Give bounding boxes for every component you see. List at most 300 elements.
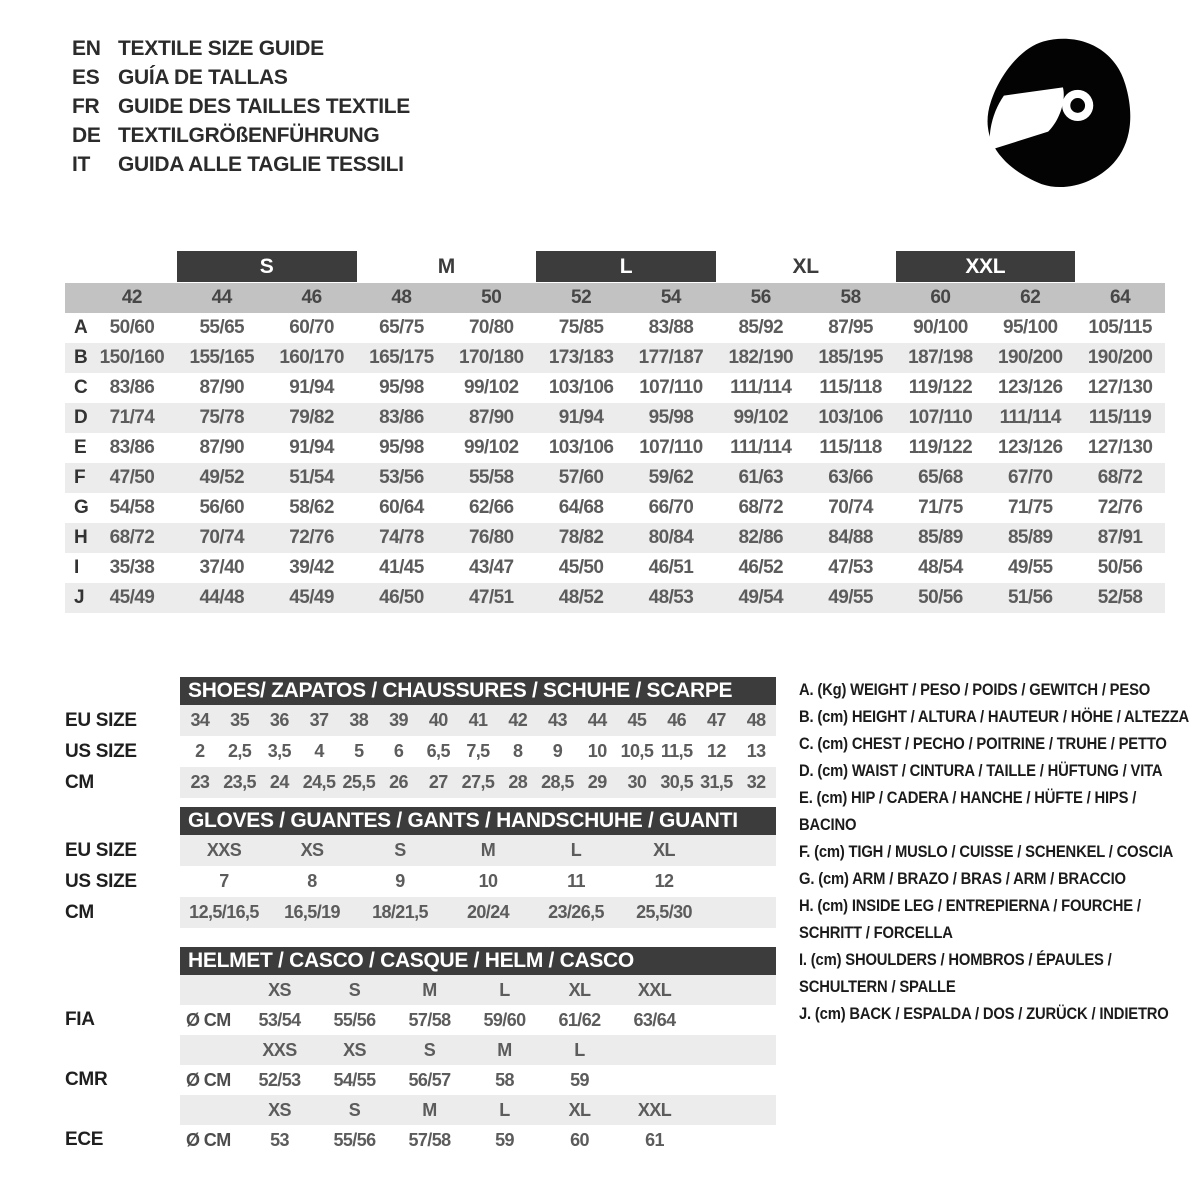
table-cell: 83/86 <box>109 437 155 458</box>
table-cell: L <box>499 979 510 1000</box>
gloves-us-row <box>180 866 776 897</box>
table-cell: 2,5 <box>227 741 252 761</box>
eu-size-label: EU SIZE <box>65 709 137 731</box>
table-cell: 42 <box>508 710 528 730</box>
table-cell: 35/38 <box>109 557 155 578</box>
guide-title: GUIDA ALLE TAGLIE TESSILI <box>118 152 404 176</box>
spacer <box>65 807 180 835</box>
measurement-row-a <box>65 313 1165 343</box>
table-cell: 27 <box>428 772 448 792</box>
table-cell: 87/91 <box>1097 527 1143 548</box>
legend-item: G. (cm) ARM / BRAZO / BRAS / ARM / BRACCIO <box>799 869 1126 888</box>
table-cell: 2 <box>195 741 205 761</box>
table-cell: 30 <box>627 772 647 792</box>
table-cell: 87/90 <box>199 377 245 398</box>
table-cell: 6 <box>393 741 404 761</box>
table-cell: S <box>348 1099 361 1120</box>
table-cell: 74/78 <box>379 527 424 548</box>
table-cell: 115/119 <box>1088 407 1152 428</box>
size-group-s: S <box>177 251 357 282</box>
table-cell: 185/195 <box>818 347 883 368</box>
table-cell: 41 <box>468 710 488 730</box>
measurement-row-e <box>65 433 1165 463</box>
table-cell: 165/175 <box>369 347 434 368</box>
table-cell: 47/51 <box>468 587 514 608</box>
table-cell: 11 <box>567 871 585 891</box>
measurement-row-h <box>65 523 1165 553</box>
size-number-cell: 54 <box>660 287 681 308</box>
row-label: G <box>74 497 89 518</box>
table-cell: 45 <box>627 710 647 730</box>
table-cell: 187/198 <box>908 347 973 368</box>
table-cell: 84/88 <box>828 527 873 548</box>
table-cell: 68/72 <box>738 497 784 518</box>
table-cell: 127/130 <box>1087 437 1153 458</box>
table-cell: 59/62 <box>648 467 694 488</box>
table-cell: 83/86 <box>109 377 155 398</box>
table-cell: 39 <box>389 710 408 730</box>
spacer <box>65 1035 180 1065</box>
gloves-eu-row <box>180 835 776 866</box>
table-cell: 75/85 <box>558 317 604 338</box>
table-cell: 80/84 <box>648 527 694 548</box>
table-cell: 91/94 <box>558 407 604 428</box>
measurement-row-d <box>65 403 1165 433</box>
gloves-table-title: GLOVES / GUANTES / GANTS / HANDSCHUHE / GUANTI <box>180 807 776 835</box>
eu-size-label: EU SIZE <box>65 839 137 861</box>
table-cell: 34 <box>190 710 210 730</box>
table-cell: 67/70 <box>1007 467 1053 488</box>
table-cell: 107/110 <box>908 407 973 428</box>
table-cell: 9 <box>395 871 405 891</box>
table-cell: XS <box>268 1099 291 1120</box>
table-cell: 52/58 <box>1097 587 1143 608</box>
table-cell: M <box>422 1099 437 1120</box>
table-cell: 50/56 <box>918 587 963 608</box>
language-code: DE <box>72 123 101 147</box>
size-group-xl: XL <box>792 254 819 278</box>
table-cell: 82/86 <box>738 527 784 548</box>
ece-sizes-row <box>180 1095 776 1125</box>
size-number-cell: 64 <box>1110 287 1131 308</box>
table-cell: 87/90 <box>468 407 514 428</box>
table-cell: 182/190 <box>728 347 793 368</box>
cmr-values-row <box>180 1065 776 1095</box>
table-cell: 48/52 <box>558 587 604 608</box>
table-cell: 6,5 <box>426 741 450 761</box>
guide-title: TEXTILGRÖßENFÜHRUNG <box>118 123 380 147</box>
helmet-table-title: HELMET / CASCO / CASQUE / HELM / CASCO <box>180 947 776 975</box>
size-number-cell: 52 <box>571 287 592 308</box>
table-cell: S <box>394 840 406 860</box>
table-cell: 12 <box>654 871 674 891</box>
table-cell: 46/50 <box>379 587 424 608</box>
table-cell: 70/80 <box>468 317 514 338</box>
table-cell: 37 <box>309 710 329 730</box>
table-cell: XS <box>343 1039 366 1060</box>
table-cell: 13 <box>746 741 766 761</box>
table-cell: 18/21,5 <box>372 902 428 922</box>
guide-title: TEXTILE SIZE GUIDE <box>118 36 324 60</box>
language-code: FR <box>72 94 100 118</box>
table-cell: 68/72 <box>109 527 155 548</box>
table-cell: 59 <box>570 1069 589 1090</box>
table-cell: 24 <box>269 772 289 792</box>
diameter-cm-unit: Ø CM <box>186 1009 231 1030</box>
table-cell: 54/58 <box>109 497 155 518</box>
table-cell: XXS <box>262 1039 297 1060</box>
table-cell: 119/122 <box>908 377 973 398</box>
helmet-icon <box>976 30 1140 194</box>
table-cell: 57/58 <box>408 1129 451 1150</box>
shoes-us-row <box>180 736 776 767</box>
table-cell: 78/82 <box>558 527 604 548</box>
cmr-label: CMR <box>65 1069 108 1090</box>
table-cell: 45/49 <box>109 587 155 608</box>
table-cell: 103/106 <box>548 437 614 458</box>
spacer <box>65 947 180 975</box>
table-cell: 65/68 <box>918 467 963 488</box>
table-cell: 70/74 <box>828 497 873 518</box>
table-cell: 39/42 <box>289 557 334 578</box>
row-label: C <box>74 377 88 398</box>
measurement-row-j <box>65 583 1165 613</box>
shoes-cm-row <box>180 767 776 798</box>
table-cell: 57/58 <box>408 1009 451 1030</box>
table-cell: 49/55 <box>1007 557 1053 578</box>
table-cell: XS <box>300 840 324 860</box>
table-cell: 65/75 <box>379 317 424 338</box>
table-cell: 43 <box>548 710 567 730</box>
table-cell: 48/53 <box>648 587 694 608</box>
table-cell: 53/54 <box>258 1009 301 1030</box>
measurement-legend <box>799 676 1195 1027</box>
table-cell: 90/100 <box>913 317 968 338</box>
table-cell: 61/62 <box>558 1009 601 1030</box>
language-row <box>72 92 410 121</box>
table-cell: 115/118 <box>819 437 882 458</box>
table-cell: 60/70 <box>289 317 334 338</box>
row-label: A <box>74 317 88 338</box>
table-cell: 72/76 <box>1097 497 1143 518</box>
table-cell: 60 <box>570 1129 589 1150</box>
table-cell: 23,5 <box>223 772 256 792</box>
table-cell: 23 <box>190 772 210 792</box>
table-cell: 111/114 <box>730 437 792 458</box>
table-cell: 99/102 <box>463 437 519 458</box>
language-row <box>72 121 410 150</box>
table-cell: 7 <box>219 871 229 891</box>
table-cell: 83/88 <box>648 317 694 338</box>
table-cell: 7,5 <box>466 741 490 761</box>
table-cell: L <box>499 1099 510 1120</box>
size-number-cell: 48 <box>391 287 412 308</box>
table-cell: 79/82 <box>289 407 334 428</box>
table-cell: 37/40 <box>199 557 245 578</box>
table-cell: 170/180 <box>459 347 524 368</box>
legend-item: H. (cm) INSIDE LEG / ENTREPIERNA / FOURCHE / SCHRITT / FORCELLA <box>799 896 1141 942</box>
measurement-row-f <box>65 463 1165 493</box>
table-cell: 64/68 <box>558 497 604 518</box>
language-row <box>72 150 410 179</box>
legend-item: E. (cm) HIP / CADERA / HANCHE / HÜFTE / HIPS / BACINO <box>799 788 1137 834</box>
table-cell: 12 <box>706 741 726 761</box>
table-cell: 190/200 <box>1087 347 1153 368</box>
table-cell: 85/92 <box>738 317 784 338</box>
legend-item: I. (cm) SHOULDERS / HOMBROS / ÉPAULES / SCHULTERN / SPALLE <box>799 950 1112 996</box>
table-cell: M <box>480 840 496 860</box>
size-number-cell: 60 <box>930 287 951 308</box>
cm-label: CM <box>65 901 94 923</box>
table-cell: 91/94 <box>289 437 334 458</box>
table-cell: 8 <box>307 871 317 891</box>
measurement-row-b <box>65 343 1165 373</box>
table-cell: 25,5/30 <box>636 902 692 922</box>
table-cell: 59 <box>495 1129 514 1150</box>
table-cell: 47 <box>706 710 726 730</box>
table-cell: 85/89 <box>918 527 963 548</box>
table-cell: 70/74 <box>199 527 245 548</box>
spacer <box>65 1095 180 1125</box>
table-cell: 83/86 <box>379 407 424 428</box>
table-cell: 62/66 <box>468 497 514 518</box>
table-cell: 29 <box>587 772 607 792</box>
table-cell: 63/66 <box>828 467 873 488</box>
table-cell: 51/56 <box>1007 587 1053 608</box>
table-cell: 10 <box>478 871 498 891</box>
row-label: H <box>74 527 88 548</box>
table-cell: XXL <box>637 1099 672 1120</box>
table-cell: 4 <box>314 741 324 761</box>
size-number-cell: 44 <box>211 287 232 308</box>
fia-values-row <box>180 1005 776 1035</box>
table-cell: 5 <box>354 741 364 761</box>
spacer <box>65 975 180 1005</box>
table-cell: 75/78 <box>199 407 245 428</box>
size-number-cell: 46 <box>301 287 322 308</box>
table-cell: M <box>422 979 437 1000</box>
table-cell: 48 <box>746 710 766 730</box>
table-cell: 107/110 <box>639 437 703 458</box>
size-number-row <box>65 283 1165 313</box>
table-cell: 72/76 <box>289 527 334 548</box>
table-cell: 111/114 <box>999 407 1061 428</box>
legend-item: F. (cm) TIGH / MUSLO / CUISSE / SCHENKEL / COSCIA <box>799 842 1174 861</box>
table-cell: 115/118 <box>819 377 882 398</box>
table-cell: 54/55 <box>333 1069 376 1090</box>
measurement-rows <box>65 313 1165 613</box>
table-cell: 71/75 <box>918 497 963 518</box>
table-cell: 52/53 <box>258 1069 301 1090</box>
size-group-m: M <box>437 254 455 278</box>
table-cell: 48/54 <box>918 557 963 578</box>
fia-label: FIA <box>65 1009 95 1030</box>
cmr-sizes-row <box>180 1035 776 1065</box>
us-size-label: US SIZE <box>65 870 137 892</box>
legend-item: A. (Kg) WEIGHT / PESO / POIDS / GEWITCH / PESO <box>799 680 1151 699</box>
table-cell: L <box>574 1039 585 1060</box>
apparel-size-table <box>65 251 1165 613</box>
gloves-cm-row <box>180 897 776 928</box>
language-row <box>72 34 410 63</box>
table-cell: 127/130 <box>1087 377 1153 398</box>
table-cell: 50/56 <box>1097 557 1143 578</box>
table-cell: 24,5 <box>302 772 336 792</box>
table-cell: 119/122 <box>908 437 973 458</box>
legend-item: D. (cm) WAIST / CINTURA / TAILLE / HÜFTUNG / VITA <box>799 761 1163 780</box>
table-cell: 51/54 <box>289 467 334 488</box>
table-cell: 36 <box>269 710 289 730</box>
table-cell: XXL <box>637 979 672 1000</box>
table-cell: 8 <box>513 741 523 761</box>
table-cell: 40 <box>428 710 448 730</box>
table-cell: 76/80 <box>468 527 514 548</box>
guide-title: GUÍA DE TALLAS <box>118 65 288 89</box>
table-cell: 31,5 <box>700 772 733 792</box>
language-code: ES <box>72 65 100 89</box>
table-cell: 155/165 <box>189 347 254 368</box>
table-cell: 53/56 <box>379 467 424 488</box>
table-cell: 63/64 <box>633 1009 676 1030</box>
table-cell: 61/63 <box>738 467 784 488</box>
table-cell: 58 <box>495 1069 514 1090</box>
table-cell: 55/58 <box>468 467 514 488</box>
table-cell: 177/187 <box>638 347 704 368</box>
table-cell: 49/55 <box>828 587 873 608</box>
table-cell: 46/51 <box>648 557 694 578</box>
row-label: E <box>74 437 87 458</box>
table-cell: 107/110 <box>639 377 703 398</box>
size-group-xxl: XXL <box>896 251 1076 282</box>
shoes-size-table <box>65 677 776 798</box>
table-cell: XL <box>568 979 591 1000</box>
measurement-row-c <box>65 373 1165 403</box>
table-cell: 44 <box>587 710 607 730</box>
table-cell: 150/160 <box>99 347 165 368</box>
table-cell: S <box>423 1039 436 1060</box>
size-number-cell: 56 <box>750 287 771 308</box>
row-label: D <box>74 407 88 428</box>
table-cell: 111/114 <box>730 377 792 398</box>
table-cell: 55/65 <box>199 317 245 338</box>
table-cell: 3,5 <box>267 741 291 761</box>
table-cell: 50/60 <box>109 317 155 338</box>
row-label: F <box>74 467 86 488</box>
measurement-row-i <box>65 553 1165 583</box>
table-cell: S <box>348 979 361 1000</box>
language-code: EN <box>72 36 101 60</box>
table-cell: 10 <box>587 741 607 761</box>
table-cell: 123/126 <box>998 377 1063 398</box>
table-cell: 46 <box>667 710 687 730</box>
table-cell: 173/183 <box>548 347 614 368</box>
table-cell: 71/75 <box>1007 497 1053 518</box>
table-cell: 103/106 <box>818 407 883 428</box>
row-label: B <box>74 347 88 368</box>
shoes-eu-row <box>180 705 776 736</box>
gloves-size-table <box>65 807 776 928</box>
spacer <box>65 677 180 705</box>
row-label: I <box>74 557 79 578</box>
table-cell: 46/52 <box>738 557 784 578</box>
legend-item: J. (cm) BACK / ESPALDA / DOS / ZURÜCK / INDIETRO <box>799 1004 1169 1023</box>
table-cell: 190/200 <box>998 347 1063 368</box>
row-label: J <box>74 587 85 608</box>
diameter-cm-unit: Ø CM <box>186 1129 231 1150</box>
guide-title: GUIDE DES TAILLES TEXTILE <box>118 94 410 118</box>
table-cell: 95/98 <box>379 437 424 458</box>
table-cell: XL <box>568 1099 591 1120</box>
us-size-label: US SIZE <box>65 740 137 762</box>
fia-sizes-row <box>180 975 776 1005</box>
table-cell: 57/60 <box>558 467 604 488</box>
table-cell: 55/56 <box>333 1129 376 1150</box>
table-cell: 95/98 <box>648 407 694 428</box>
table-cell: 99/102 <box>463 377 519 398</box>
language-code: IT <box>72 152 91 176</box>
table-cell: 11,5 <box>660 741 693 761</box>
table-cell: 55/56 <box>333 1009 376 1030</box>
table-cell: 12,5/16,5 <box>189 902 259 922</box>
table-cell: 41/45 <box>379 557 424 578</box>
language-title-list <box>72 34 410 179</box>
size-group-l: L <box>536 251 716 282</box>
table-cell: 23/26,5 <box>548 902 604 922</box>
table-cell: 95/98 <box>379 377 424 398</box>
measurement-row-g <box>65 493 1165 523</box>
table-cell: 66/70 <box>648 497 694 518</box>
table-cell: XS <box>268 979 291 1000</box>
size-number-cell: 62 <box>1020 287 1041 308</box>
table-cell: 103/106 <box>548 377 614 398</box>
table-cell: 49/54 <box>738 587 784 608</box>
cm-label: CM <box>65 771 94 793</box>
table-cell: 47/50 <box>109 467 155 488</box>
diameter-cm-unit: Ø CM <box>186 1069 231 1090</box>
language-row <box>72 63 410 92</box>
table-cell: XL <box>653 840 675 860</box>
ece-label: ECE <box>65 1129 104 1150</box>
table-cell: 10,5 <box>620 741 654 761</box>
table-cell: 61 <box>645 1129 664 1150</box>
table-cell: L <box>570 840 582 860</box>
helmet-size-table <box>65 947 776 1155</box>
table-cell: 56/60 <box>199 497 245 518</box>
size-number-cell: 58 <box>840 287 861 308</box>
table-cell: 16,5/19 <box>284 902 340 922</box>
ece-values-row <box>180 1125 776 1155</box>
table-cell: XXS <box>206 840 242 860</box>
shoes-table-title: SHOES/ ZAPATOS / CHAUSSURES / SCHUHE / SCARPE <box>180 677 776 705</box>
table-cell: 32 <box>746 772 766 792</box>
table-cell: 58/62 <box>289 497 334 518</box>
table-cell: 105/115 <box>1088 317 1152 338</box>
table-cell: 38 <box>349 710 369 730</box>
table-cell: 123/126 <box>998 437 1063 458</box>
legend-item: B. (cm) HEIGHT / ALTURA / HAUTEUR / HÖHE / ALTEZZA <box>799 707 1190 726</box>
table-cell: 68/72 <box>1097 467 1143 488</box>
table-cell: 49/52 <box>199 467 245 488</box>
table-cell: 160/170 <box>279 347 344 368</box>
table-cell: 43/47 <box>468 557 514 578</box>
table-cell: 87/95 <box>828 317 873 338</box>
table-cell: 56/57 <box>408 1069 451 1090</box>
table-cell: 87/90 <box>199 437 245 458</box>
table-cell: 27,5 <box>461 772 495 792</box>
table-cell: 9 <box>552 741 563 761</box>
table-cell: 28,5 <box>541 772 574 792</box>
size-group-header <box>65 251 1165 282</box>
